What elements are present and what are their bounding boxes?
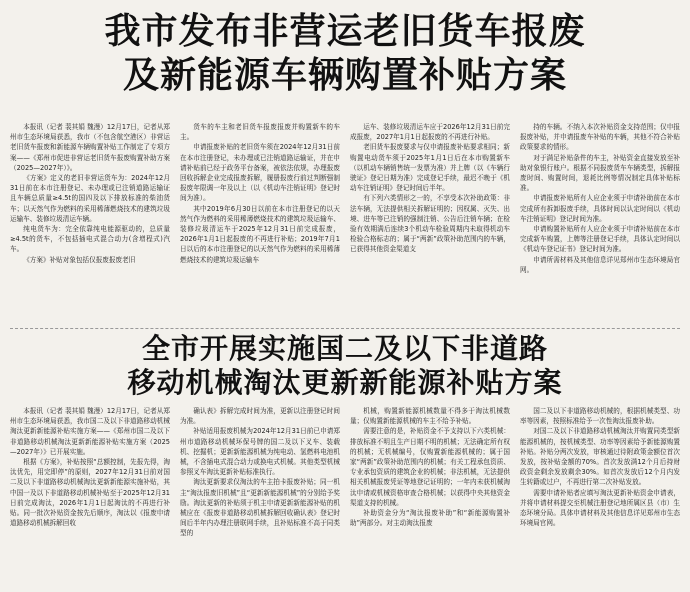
article2-headline-line2: 移动机械淘汰更新新能源补贴方案 xyxy=(127,366,563,399)
article2-paragraph: 本报讯（记者 裴其娟 魏漫）12月17日，记者从郑州市生态环境局获悉，我市国二及以下非道路移动机械淘汰更新新能源补贴实施方案——《郑州市国二及以下非道路移动机械淘汰更新新能源补贴实施方案（2025—2027年）》已开展实施。 xyxy=(10,407,170,456)
article2-paragraph: 补助资金分为“淘汰报废补助”和“新能源购置补助”两部分。对主动淘汰报废 xyxy=(350,509,510,528)
article2-paragraph: 补贴适用报废机械为2024年12月31日前已申请郑州市道路移动机械环保号牌的国二及以下叉车、装载机、挖掘机；更新新能源机械为纯电动、氢燃料电池机械，不含插电式混合动力或换电式机械。其他类型机械参照叉车淘汰更新补贴标准执行。 xyxy=(180,427,340,477)
article1-paragraph: 其中2019年6月30日以前在本市注册登记的以天然气作为燃料的采用稀薄燃烧技术的建筑垃圾运输车、装修垃圾清运车于2025年12月31日前完成报废，2026年1月1日起报废的不再进行补贴；2019年7月1日以后的本市注册登记的以天然气作为燃料的采用稀薄燃烧技术的建筑垃圾运输车 xyxy=(180,204,340,264)
article2-paragraph: 需要注意的是，补贴资金不予支持以下六类机械：排放标准不明且生产日期不明的机械；无法确定所有权的机械；无机械编号，仅购置新能源机械的；属于国家“两新”政策补助范围内的机械；有关工程承包资质、专业承包资质的建筑企业的机械；非法机械，无法提供相关机械报废凭证等地登记证明的；一年内未获机械淘汰申请或机械资格审查合格机械；以获得中央其他资金渠道支持的机械。 xyxy=(350,427,510,507)
article1-paragraph: 货车的车主和老旧货车报废报废并购置新车的车主。 xyxy=(180,123,340,142)
article-divider xyxy=(10,328,680,329)
article1-paragraph: 对于满足补贴条件的车主，补贴资金直接发放至补助对象银行账户。根据不同报废货车车辆类型，拆解报废时间、购置时间，退耗比例等情况制定具体补贴标准。 xyxy=(520,153,680,193)
article1-body xyxy=(10,122,680,322)
article1-headline-line2: 及新能源车辆购置补贴方案 xyxy=(122,55,567,96)
article1-paragraph: 运车、装修垃圾清运车应于2026年12月31日前完成报废，2027年1月1日起报废的不再进行补贴。 xyxy=(350,123,510,142)
article1-paragraph: 本报讯（记者 裴其娟 魏漫）12月17日，记者从郑州市生态环境局获悉，我市（不包含航空港区）非营运老旧货车报废和新能源车辆购置补贴工作制定了专项方案——《郑州市促进非营运老旧货车报废购置补助方案（2025—2027年）》。 xyxy=(10,123,170,172)
article2-headline-line1: 全市开展实施国二及以下非道路 xyxy=(141,332,548,365)
article1-column xyxy=(350,122,510,322)
article1-paragraph: 申请购置补贴所有人应企业须于申请补贴前在本市完成新车购置，上牌等注册登记手续，具体认定时间以《机动车登记证书》登记时间为准。 xyxy=(520,225,680,254)
article1-paragraph: 《方案》补贴对象包括仅报废报废老旧 xyxy=(23,255,136,264)
article1-paragraph: 申请报废补贴所有人应企业须于申请补助前在本市完成所有拆卸报废手续，具体时间以认定时间以《机动车注销证明》登记时间为准。 xyxy=(520,194,680,223)
article2-paragraph: 确认表》拆解完成时间为准，更新以注册登记时间为准。 xyxy=(180,407,340,426)
article2-column xyxy=(180,406,340,588)
article1-headline-line1: 我市发布非营运老旧货车报废 xyxy=(104,11,586,52)
article1-column xyxy=(180,122,340,322)
article2-paragraph: 国二及以下非道路移动机械的，根据机械类型、功率等因素，按照标准给予一次性淘汰报废补助。 xyxy=(520,407,680,426)
article2-body xyxy=(10,406,680,588)
article2-paragraph: 机械，购置新能源机械数量不得多于淘汰机械数量；仅购置新能源机械的车主不给予补贴。 xyxy=(350,407,510,426)
article1-column xyxy=(520,122,680,322)
article1-paragraph: 《方案》定义的老旧非营运货车为：2024年12月31日前在本市注册登记、未办理或已注销道路运输证且车辆总质量≥4.5t的国四及以下排放标准的柴油货车；以天然气作为燃料的采用稀薄燃烧技术的建筑垃圾运输车、装修垃圾清运车辆。 xyxy=(10,174,170,223)
article2-paragraph: 对国二及以下非道路移动机械淘汰并购置同类型新能源机械的，按机械类型、功率等因素给予新能源购置补贴。补贴分两次发放，审核通过待附政策金额位首次发放，按补贴金额的70%。首次发放满12个月后持财政资金剩余发放剩余30%。如首次发放后12个月内发生转籍或过户，不再进行第二次补贴发放。 xyxy=(520,427,680,487)
article1-paragraph: 申请所需材料及其他信息详见郑州市生态环境局官网。 xyxy=(520,255,680,274)
article2-paragraph: 根据《方案》，补贴按照“总额控制，先报先得，淘汰优先，用完即停”的原则，2027年12月31日前对国二及以下非道路移动机械淘汰更新新能源实施补贴，其中国一及以下非道路移动机械补贴至于2025年12月31日前完成淘汰，2026年1月1日起淘汰的不再进行补贴。同一批次补贴资金按先后顺序，淘汰以《报废申请道路移动机械拆解回收 xyxy=(10,458,170,528)
article2-column xyxy=(520,406,680,588)
article2-column xyxy=(350,406,510,588)
article2-column xyxy=(10,406,170,588)
article1-paragraph: 有下列六类情形之一的，不享受本次补助政策：非法车辆，无法提供相关拆解证明的；因权属、灭失、出境、进车等已注销的强制注销、公告后注销车辆；在检验有效期满后连续3个机动车检验周期内未取得机动车检验合格标志的；属于“两新”政策补助范围内的车辆，已获得其他资金渠道支 xyxy=(350,194,510,254)
article1-paragraph: 申请报废补贴的老旧货车须在2024年12月31日前在本市注册登记，未办理或已注销道路运输证，并在申请补贴前已经于政务平台备案，被依法依规，办理报废回收拆解企业完成报废拆解，履册报废行前过判断强制报废年限调一年及以上（以《机动车注销证明》登记时间为准）。 xyxy=(180,143,340,203)
article1-paragraph: 老旧货车报废要求与仅申请报废补贴要求相同；新购置电动货车须于2025年1月1日后在本市购置新车（以机动车辆销售统一发票为准）并上牌（以《车辆行驶证》登记日期为准）完成登记手续，最迟不晚于《机动车注销证明》登记时间后半年。 xyxy=(350,143,510,193)
article1-column xyxy=(10,122,170,322)
article2-paragraph: 需要申请补贴者应填写淘汰更新补贴资金申请表，并将申请材料提交至机械注册登记地所属区县（市）生态环境分局。具体申请材料及其他信息详见郑州市生态环境局官网。 xyxy=(520,488,680,528)
article1-paragraph: 持的车辆。不纳入本次补贴资金支持范围；仅申报报废补贴，并申请报废车补贴的车辆，其他不符合补贴政策要求的情形。 xyxy=(520,123,680,152)
article1-paragraph: 纯电货车为：完全依靠纯电能源驱动的，总质量≥4.5t的货车，不包括插电式混合动力(含增程式)汽车。 xyxy=(10,225,170,254)
article2-paragraph: 淘汰更新要求仅淘汰的车主拍卡报废补贴；同一机主“淘汰报废旧机械”且“更新新能源机械”的分别给予奖励。淘汰更新的补贴须于机主申请更新新能源补贴的机械应在《报废非道路移动机械拆解回收确认表》登记时间后半年内办理注册联网手续，且补贴标准不高于同类型的 xyxy=(180,478,340,538)
